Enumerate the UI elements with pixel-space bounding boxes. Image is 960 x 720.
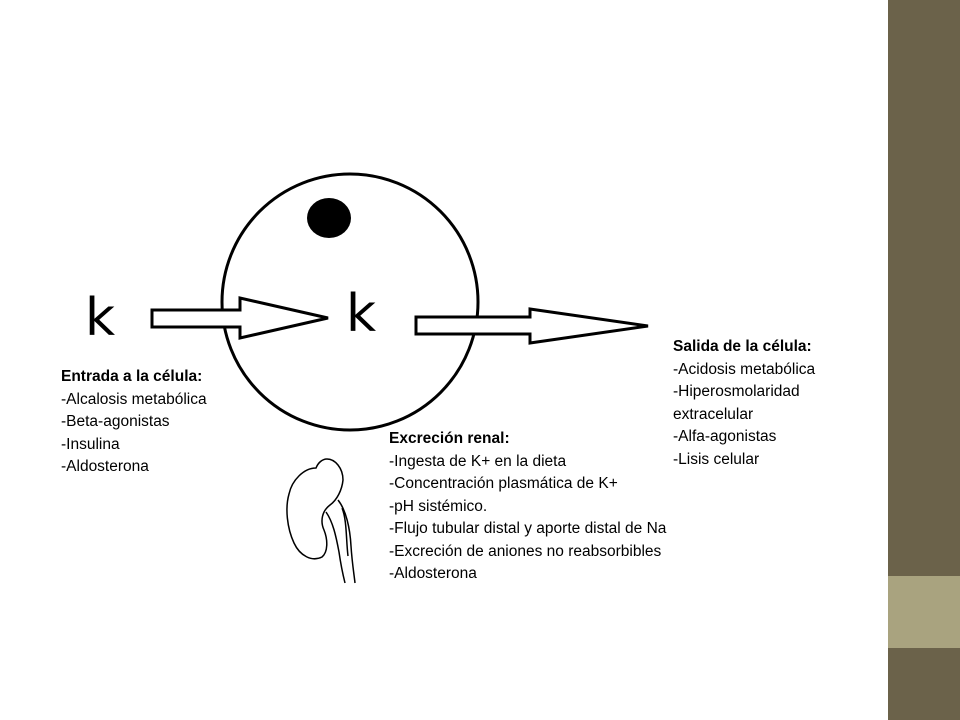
list-item: -pH sistémico. [389,497,488,515]
exit-list [673,359,815,472]
renal-list [389,451,666,586]
exit-block [673,336,815,471]
list-item: -Insulina [61,435,120,453]
potassium-outside-label: k [85,288,116,348]
exit-title: Salida de la célula: [673,338,812,355]
list-item: -Concentración plasmática de K+ [389,475,618,492]
renal-block [389,428,666,586]
list-item: -Excreción de aniones no reabsorbibles [389,542,662,560]
entry-title: Entrada a la célula: [61,368,203,385]
entry-list [61,389,207,479]
list-item: -Hiperosmolaridad [673,383,800,400]
kidney-sketch [287,459,343,559]
list-item: -Alfa-agonistas [673,428,777,445]
list-item: -Acidosis metabólica [673,360,816,378]
list-item: -Ingesta de K+ en la dieta [389,452,567,470]
list-item: -Flujo tubular distal y aporte distal de Na [389,520,667,537]
renal-title: Excreción renal: [389,430,510,447]
ureter-sketch [326,500,355,583]
list-item: -Alcalosis metabólica [61,390,207,408]
entry-arrow [152,298,328,338]
potassium-inside-label: k [346,284,377,344]
sidebar-band-top [888,0,960,576]
sidebar-band-accent [888,576,960,648]
list-item: -Beta-agonistas [61,413,170,430]
cell-nucleus [307,198,351,238]
list-item: -Lisis celular [673,450,760,468]
sidebar-band-bottom [888,648,960,720]
list-item: -Aldosterona [61,458,149,475]
entry-block [61,366,207,479]
list-item: extracelular [673,405,754,423]
exit-arrow [416,309,648,343]
list-item: -Aldosterona [389,565,477,582]
